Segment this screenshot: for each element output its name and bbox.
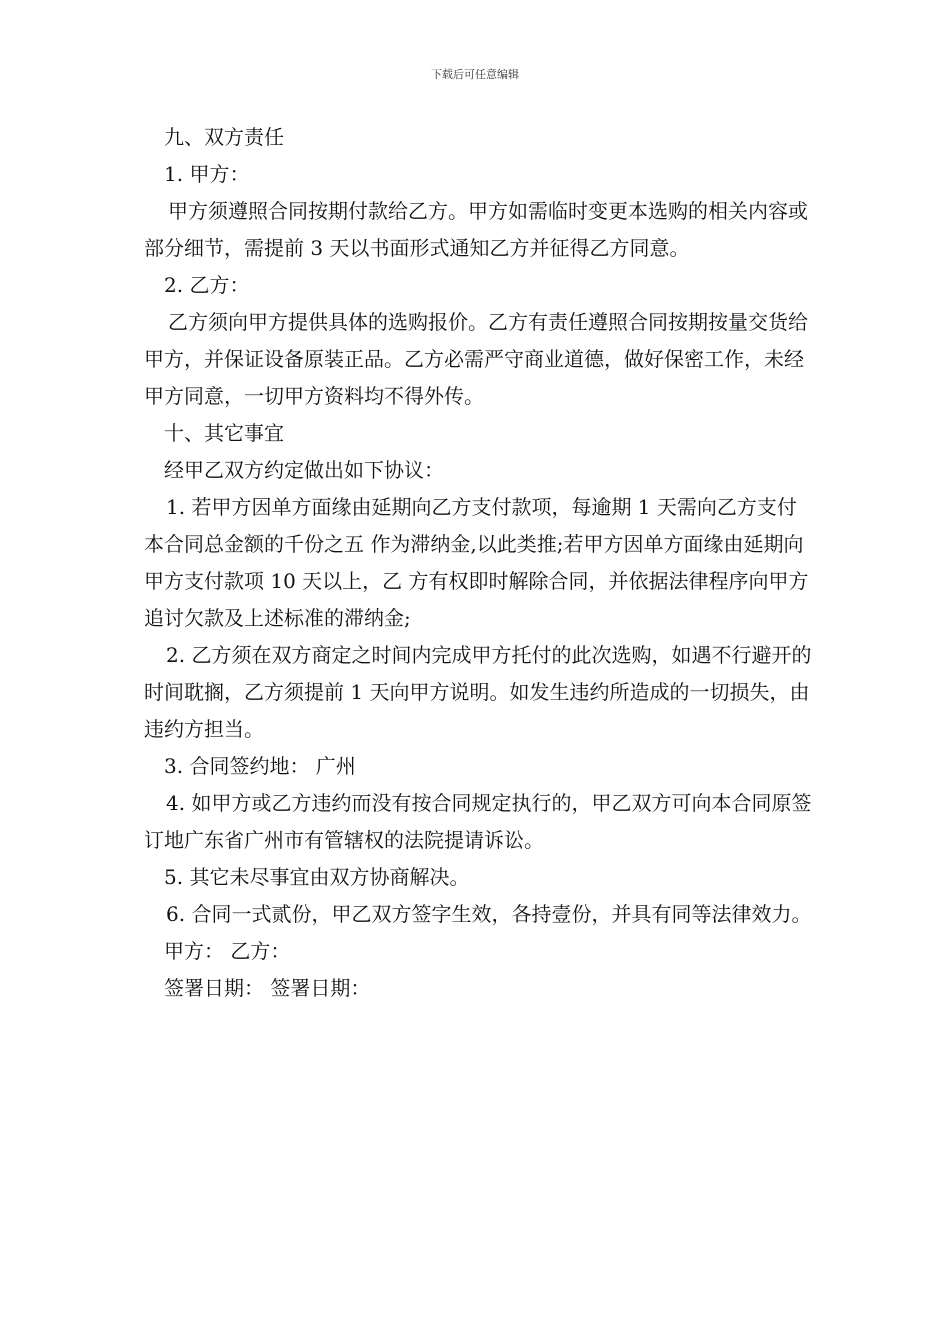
signature-line: 甲方： 乙方： (164, 939, 291, 963)
clause-4: 4. 如甲方或乙方违约而没有按合同规定执行的，甲乙双方可向本合同原签订地广东省广州市有管辖权的法院提请诉讼。 (144, 791, 812, 852)
page-header: 下载后可任意编辑 (431, 68, 519, 81)
clause-3: 3. 合同签约地： 广州 (164, 754, 356, 778)
party-b-heading: 2. 乙方： (164, 273, 250, 297)
section-heading-other-matters: 十、其它事宜 (164, 421, 284, 445)
party-a-heading: 1. 甲方： (164, 162, 250, 186)
party-a-duty-paragraph: 甲方须遵照合同按期付款给乙方。甲方如需临时变更本选购的相关内容或部分细节，需提前 3 天以书面形式通知乙方并征得乙方同意。 (144, 199, 808, 260)
document-body (144, 119, 814, 1007)
section-heading-responsibilities: 九、双方责任 (164, 125, 284, 149)
clause-6: 6. 合同一式贰份，甲乙双方签字生效，各持壹份，并具有同等法律效力。 (166, 902, 812, 926)
party-b-duty-paragraph: 乙方须向甲方提供具体的选购报价。乙方有责任遵照合同按期按量交货给甲方，并保证设备原装正品。乙方必需严守商业道德，做好保密工作，未经甲方同意，一切甲方资料均不得外传。 (144, 310, 808, 408)
signing-date-line: 签署日期： 签署日期： (164, 976, 371, 1000)
clause-5: 5. 其它未尽事宜由双方协商解决。 (164, 865, 470, 889)
clause-2: 2. 乙方须在双方商定之时间内完成甲方托付的此次选购，如遇不行避开的时间耽搁，乙方须提前 1 天向甲方说明。如发生违约所造成的一切损失，由违约方担当。 (144, 643, 812, 741)
agreement-intro: 经甲乙双方约定做出如下协议： (164, 458, 444, 482)
clause-1: 1. 若甲方因单方面缘由延期向乙方支付款项，每逾期 1 天需向乙方支付本合同总金额的千份之五 作为滞纳金,以此类推;若甲方因单方面缘由延期向甲方支付款项 10 天以上，乙 方有权即时解除合同，并依据法律程序向甲方追讨欠款及上述标准的滞纳金; (144, 495, 809, 630)
